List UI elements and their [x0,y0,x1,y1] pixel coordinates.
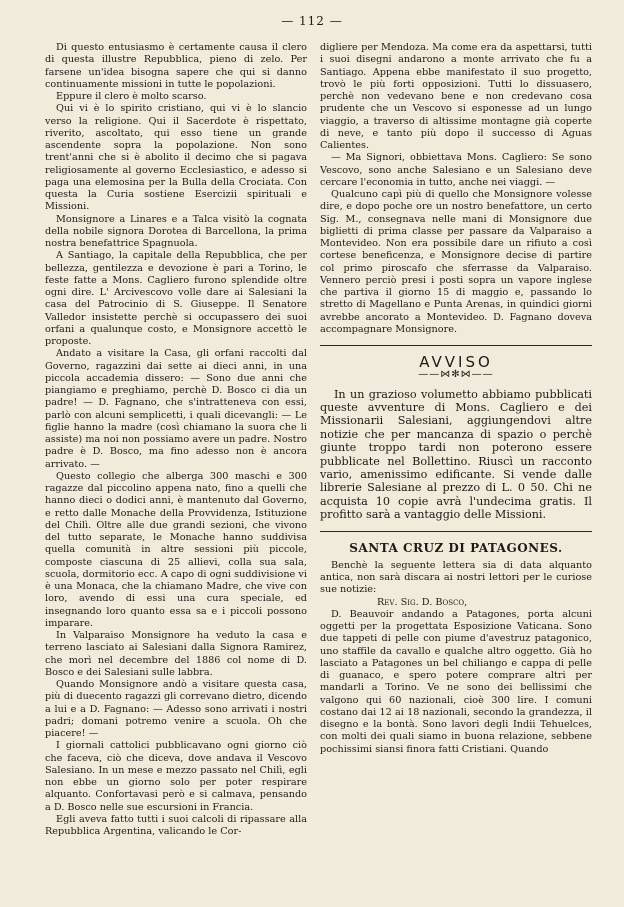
paragraph: Egli aveva fatto tutti i suoi calcoli di ripassare alla Repubblica Argentina, valicando le Cor- [45,813,307,837]
paragraph: In Valparaiso Monsignore ha veduto la casa e terreno lasciato ai Salesiani dalla Signora Ramirez, che morì nel decembre del 1886 col nome di D. Bosco e dei Salesiani sulle labbra. [45,630,307,678]
letter-body: D. Beauvoir andando a Patagones, porta alcuni oggetti per la progettata Esposizione Vaticana. Sono due tappeti di pelle con piume d'avestruz patagonico, uno staffile da cavallo e qualche altro oggetto. Già ho lasciato a Patagones un bel chiliango e cappa di pelle di guanaco, e spero potere comprare altri per mandarli a Torino. Ve ne sono dei bellissimi che valgono qui 60 nazionali, cioè 300 lire. I comuni costano dai 12 ai 18 nazionali, secondo la grandezza, il disegno e la bontà. Sono lavori degli Indii Tehuelces, con molti dei quali siamo in buona relazione, sebbene pochissimi siansi finora fatti Cristiani. Quando [320,608,592,755]
divider [320,345,592,346]
paragraph: Di questo entusiasmo è certamente causa il clero di questa illustre Repubblica, pieno di zelo. Per farsene un'idea bisogna sapere che qui si danno continuamente missioni in tutte le popolazioni. [45,42,307,90]
paragraph: Quando Monsignore andò a visitare questa casa, più di duecento ragazzi gli correvano dietro, dicendo a lui e a D. Fagnano: — Adesso sono arrivati i nostri padri; domani potremo venire a scuola. Oh che piacere! — [45,679,307,739]
letter-salutation: Rev. Sig. D. Bosco, [377,596,468,608]
page-number: — 112 — [281,14,343,28]
paragraph: Qualcuno capì più di quello che Monsignore volesse dire, e dopo poche ore un nostro benefattore, un certo Sig. M., consegnava nelle mani di Monsignore due biglietti di prima classe per passare da Valparaiso a Montevideo. Non era possibile dare un rifiuto a così cortese beneficenza, e Monsignore decise di partire col primo piroscafo che sferrasse da Valparaiso. Vennero perciò presi i posti sopra un vapore inglese che partiva il giorno 15 di maggio e, passando lo stretto di Magellano e Punta Arenas, in quindici giorni avrebbe ancorato a Montevideo. D. Fagnano doveva accompagnare Monsignore. [320,189,592,335]
section-intro: Benchè la seguente lettera sia di data alquanto antica, non sarà discara ai nostri lettori per le curiose sue notizie: [320,559,592,596]
ornament-divider: ——⋈✻⋈—— [418,369,494,381]
paragraph: Eppure il clero è molto scarso. [56,91,207,102]
paragraph: — Ma Signori, obbiettava Mons. Cagliero: Se sono Vescovo, sono anche Salesiano e un Salesiano deve cercare l'economia in tutto, anche nei viaggi. — [320,152,592,188]
avviso-notice [320,388,592,522]
paragraph: Qui vi è lo spirito cristiano, qui vi è lo slancio verso la religione. Qui il Sacerdote è rispettato, riverito, ascoltato, qui esso tiene un grande ascendente sopra la popolazione. Non sono trent'anni che si è abolito il decimo che si pagava religiosamente al governo Ecclesiastico, e adesso si paga una elemosina per la Bulla della Crociata. Con questa la Curia sostiene Esercizii spirituali e Missioni. [45,103,307,213]
paragraph: Andato a visitare la Casa, gli orfani raccolti dal Governo, ragazzini dai sette ai dieci anni, in una piccola accademia dissero: — Sono due anni che piangiamo e preghiamo, perchè D. Bosco ci dia un padre! — D. Fagnano, che s'intratteneva con essi, parlò con alcuni semplicetti, i quali dicevangli: — Le figlie hanno la madre (così chiamano la suora che li assiste) ma noi non possiamo avere un padre. Nostro padre è D. Bosco, ma fino adesso non è ancora arrivato. — [45,348,307,470]
paragraph: Monsignore a Linares e a Talca visitò la cognata della nobile signora Dorotea di Barcellona, la prima nostra benefattrice Spagnuola. [45,213,307,249]
avviso-heading: AVVISO [419,353,493,371]
avviso-text: In un grazioso volumetto abbiamo pubblicati queste avventure di Mons. Cagliero e dei Missionarii Salesiani, aggiungendovi altre notizie che per mancanza di spazio o perchè giunte troppo tardi non poterono essere pubblicate nel Bollettino. Riuscì un racconto vario, amenissimo edificante. Si vende dalle librerie Salesiane al prezzo di L. 0 50. Chi ne acquista 10 copie avrà l'undecima gratis. Il profitto sarà a vantaggio delle Missioni. [320,387,592,522]
right-column [320,42,592,756]
paragraph: A Santiago, la capitale della Repubblica, che per bellezza, gentilezza e devozione è pari a Torino, le feste fatte a Mons. Cagliero furono splendide oltre ogni dire. L' Arcivescovo volle dare ai Salesiani la casa del Patrocinio di S. Giuseppe. Il Senatore Valledor insistette perchè si occupassero dei suoi orfani a qualunque costo, e Monsignore accettò le proposte. [45,250,307,347]
paragraph: Questo collegio che alberga 300 maschi e 300 ragazze dal piccolino appena nato, fino a quelli che hanno dieci o dodici anni, è mantenuto dal Governo, e retto dalle Monache della Provvidenza, Istituzione del Chilì. Oltre alle due grandi sezioni, che vivono del tutto separate, le Monache hanno suddivisa quella comunità in altre sessioni più piccole, composte ciascuna di 25 allievi, colla sua sala, scuola, dormitorio ecc. A capo di ogni suddivisione vi è una Monaca, che la chiamano Madre, che vive con loro, avendo di essi una cura speciale, ed insegnando loro quanto essa sa e i piccoli possono imparare. [45,470,307,629]
divider [320,531,592,532]
paragraph: I giornali cattolici pubblicavano ogni giorno ciò che faceva, ciò che diceva, dove andava il Vescovo Salesiano. In un mese e mezzo passato nel Chilì, egli non ebbe un giorno solo per poter respirare alquanto. Confortavasi però e si calmava, pensando a D. Bosco nelle sue escursioni in Francia. [45,740,307,813]
left-column [45,42,307,838]
section-heading: SANTA CRUZ DI PATAGONES. [349,540,563,555]
paragraph: digliere per Mendoza. Ma come era da aspettarsi, tutti i suoi disegni andarono a monte arrivato che fu a Santiago. Appena ebbe manifestato il suo progetto, trovò le più forti opposizioni. Tutti lo dissuasero, perchè non vedevano bene e non credevano cosa prudente che un Vescovo si esponesse ad un lungo viaggio, a traverso di altissime montagne già coperte di neve, e tanto più dopo il successo di Aguas Calientes. [320,42,592,151]
